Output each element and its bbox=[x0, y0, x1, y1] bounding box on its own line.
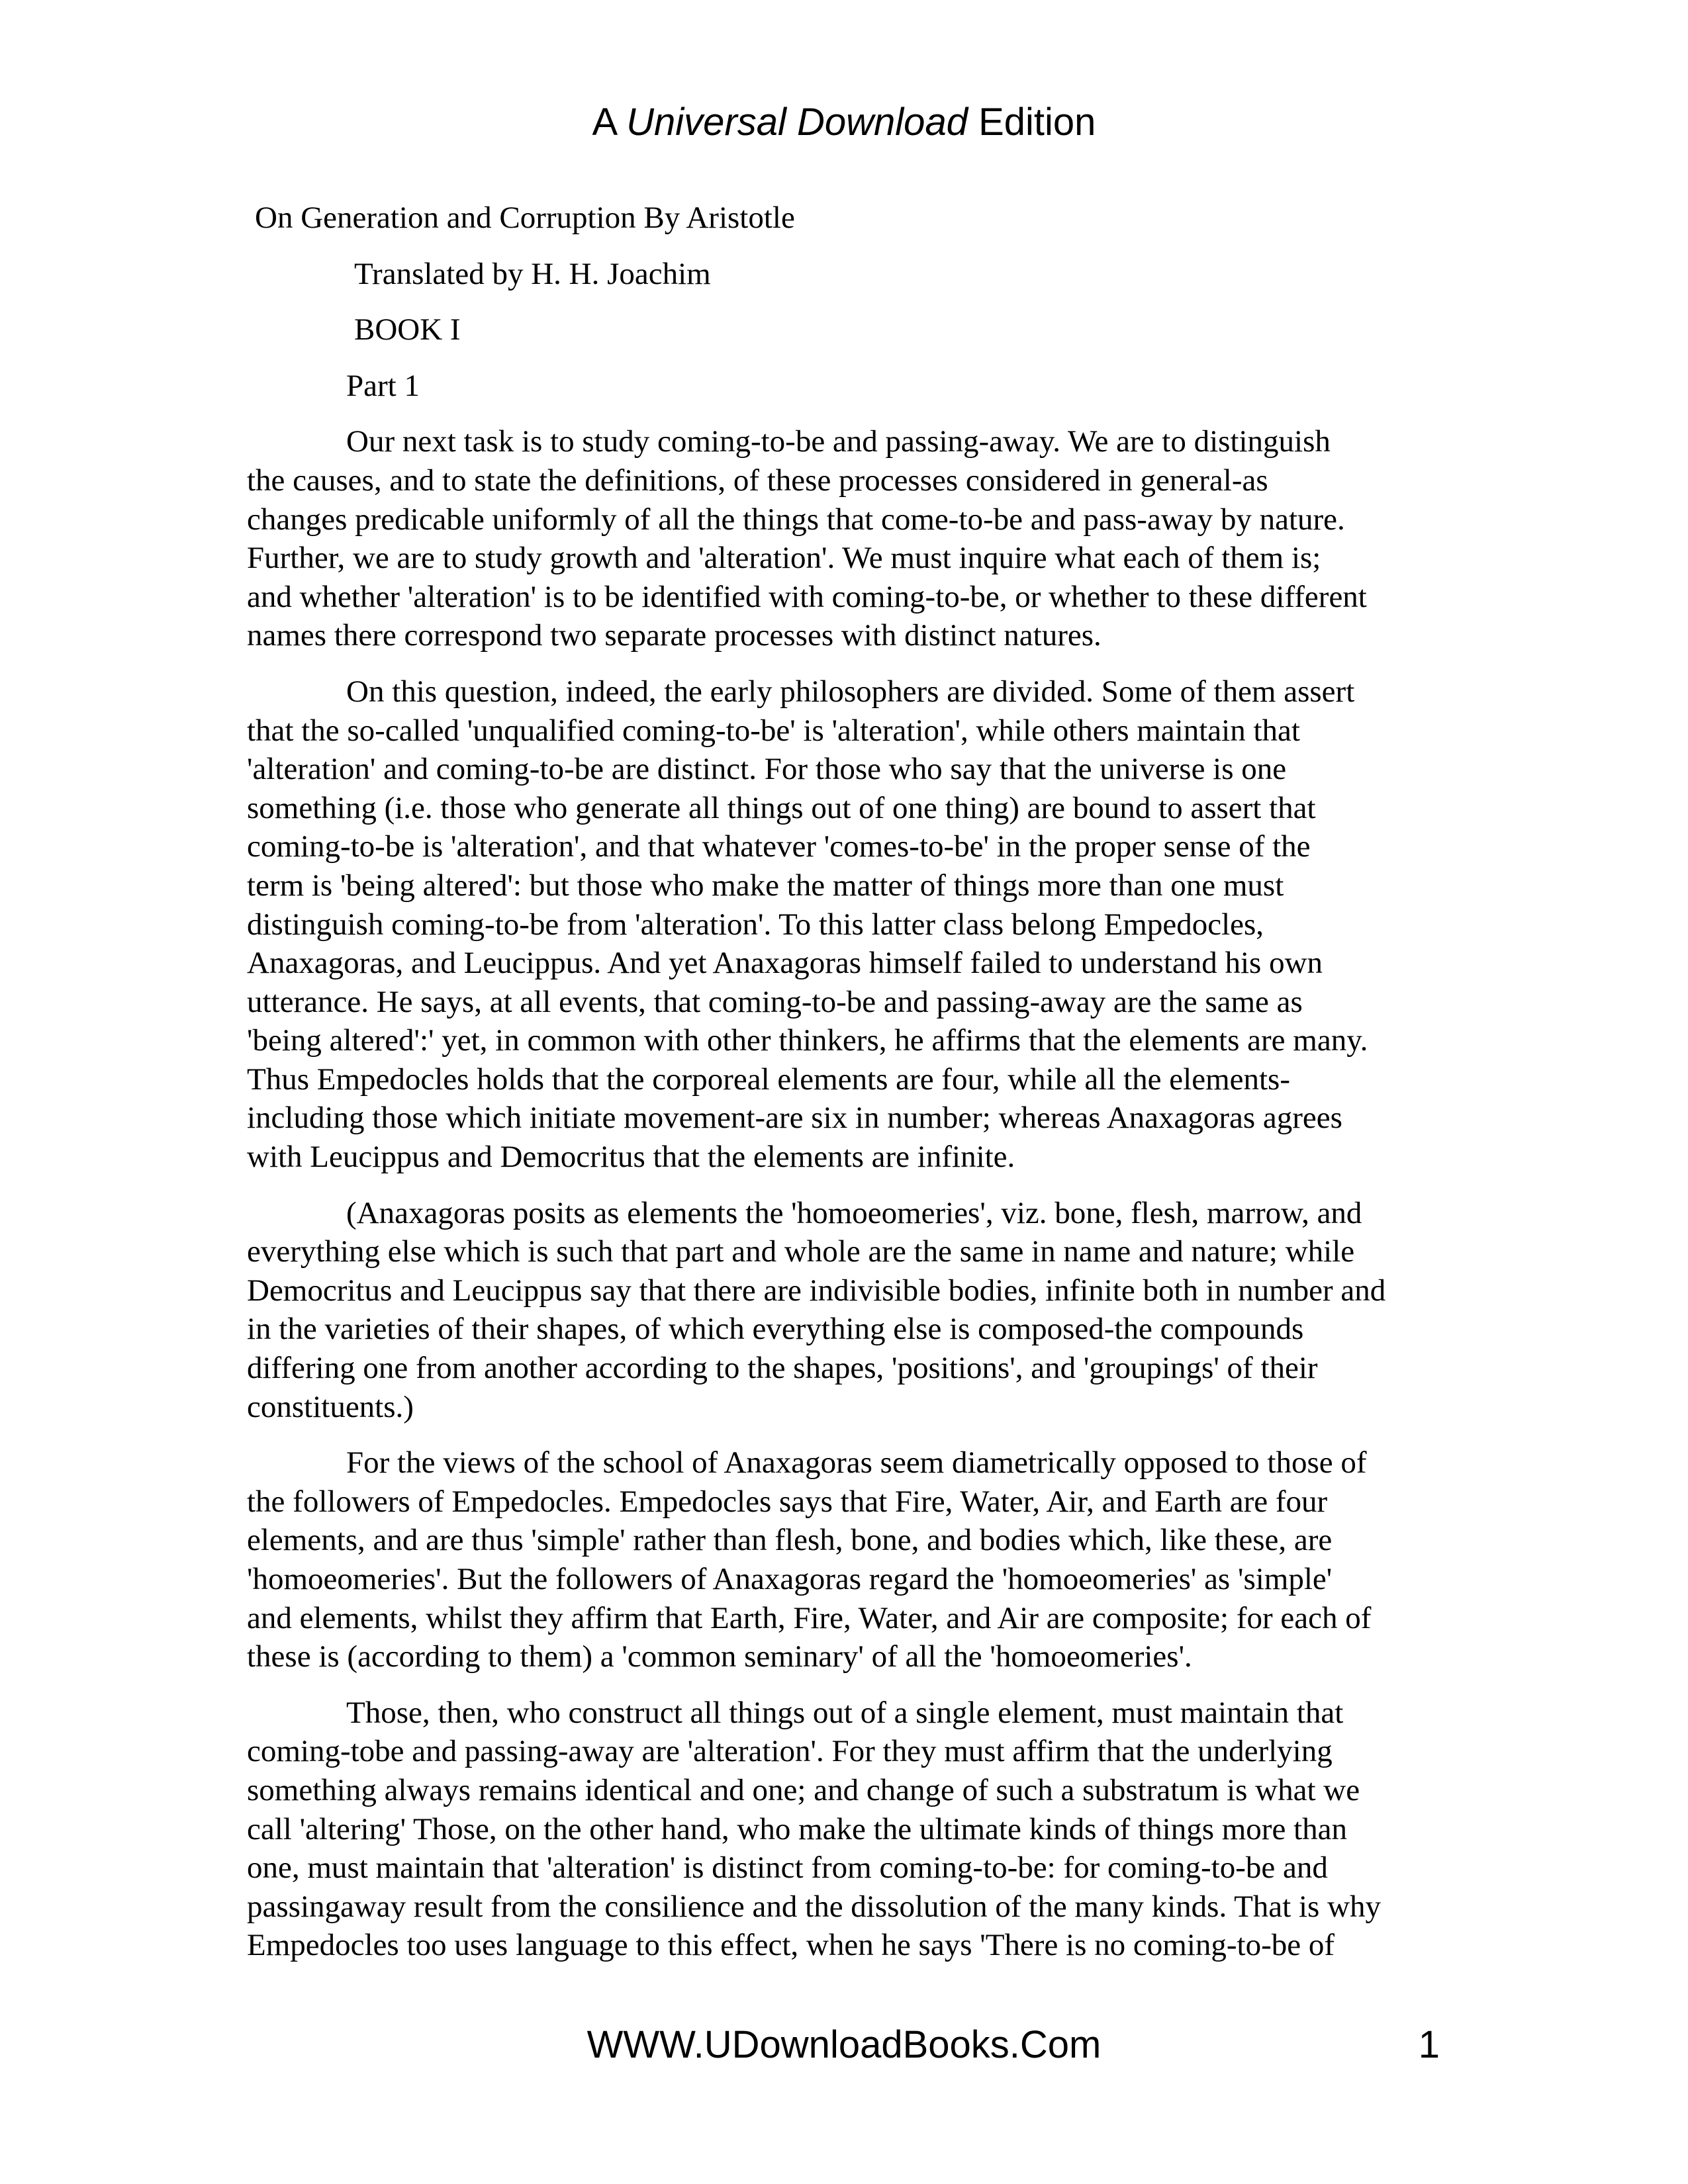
header-italic-title: Universal Download bbox=[626, 101, 968, 144]
document-title: On Generation and Corruption By Aristotle bbox=[255, 201, 795, 235]
header-suffix: Edition bbox=[967, 101, 1096, 144]
page-header bbox=[0, 99, 1688, 146]
paragraph: For the views of the school of Anaxagoras seem diametrically opposed to those of the followers of Empedocles. Empedocles says that Fire, Water, Air, and Earth are four elements, and are thus 'simple' rather than flesh, bone, and bodies which, like these, are 'homoeomeries'. But the followers of Anaxagoras regard the 'homoeomeries' as 'simple' and elements, whilst they affirm that Earth, Fire, Water, and Air are composite; for each of these is (according to them) a 'common seminary' of all the 'homoeomeries'. bbox=[247, 1445, 1372, 1674]
paragraph: On this question, indeed, the early philosophers are divided. Some of them assert that the so-called 'unqualified coming-to-be' is 'alteration', while others maintain that 'alteration' and coming-to-be are distinct. For those who say that the universe is one something (i.e. those who generate all things out of one thing) are bound to assert that coming-to-be is 'alteration', and that whatever 'comes-to-be' in the proper sense of the term is 'being altered': but those who make the matter of things more than one must distinguish coming-to-be from 'alteration'. To this latter class belong Empedocles, Anaxagoras, and Leucippus. And yet Anaxagoras himself failed to understand his own utterance. He says, at all events, that coming-to-be and passing-away are the same as 'being altered':' yet, in common with other thinkers, he affirms that the elements are many. Thus Empedocles holds that the corporeal elements are four, while all the elements- including those which initiate movement-are six in number; whereas Anaxagoras agrees with Leucippus and Democritus that the elements are infinite. bbox=[247, 674, 1368, 1175]
document-body bbox=[247, 199, 1438, 1982]
page-number: 1 bbox=[1418, 2023, 1440, 2066]
footer-url[interactable]: WWW.UDownloadBooks.Com bbox=[586, 2023, 1102, 2066]
header-prefix: A bbox=[592, 101, 627, 144]
part-heading: Part 1 bbox=[346, 368, 420, 403]
paragraph: Those, then, who construct all things out of a single element, must maintain that coming-tobe and passing-away are 'alteration'. For they must affirm that the underlying something always remains identical and one; and change of such a substratum is what we call 'altering' Those, on the other hand, who make the ultimate kinds of things more than one, must maintain that 'alteration' is distinct from coming-to-be: for coming-to-be and passingaway result from the consilience and the dissolution of the many kinds. That is why Empedocles too uses language to this effect, when he says 'There is no coming-to-be of bbox=[247, 1695, 1382, 1963]
book-heading: BOOK I bbox=[354, 312, 461, 347]
paragraph: (Anaxagoras posits as elements the 'homoeomeries', viz. bone, flesh, marrow, and everything else which is such that part and whole are the same in name and nature; while Democritus and Leucippus say that there are indivisible bodies, infinite both in number and in the varieties of their shapes, of which everything else is composed-the compounds differing one from another according to the shapes, 'positions', and 'groupings' of their constituents.) bbox=[247, 1195, 1386, 1424]
translator-line: Translated by H. H. Joachim bbox=[354, 256, 711, 291]
paragraph: Our next task is to study coming-to-be and passing-away. We are to distinguish the causes, and to state the definitions, of these processes considered in general-as changes predicable uniformly of all the things that come-to-be and pass-away by nature. Further, we are to study growth and 'alteration'. We must inquire what each of them is; and whether 'alteration' is to be identified with coming-to-be, or whether to these different names there correspond two separate processes with distinct natures. bbox=[247, 424, 1367, 653]
